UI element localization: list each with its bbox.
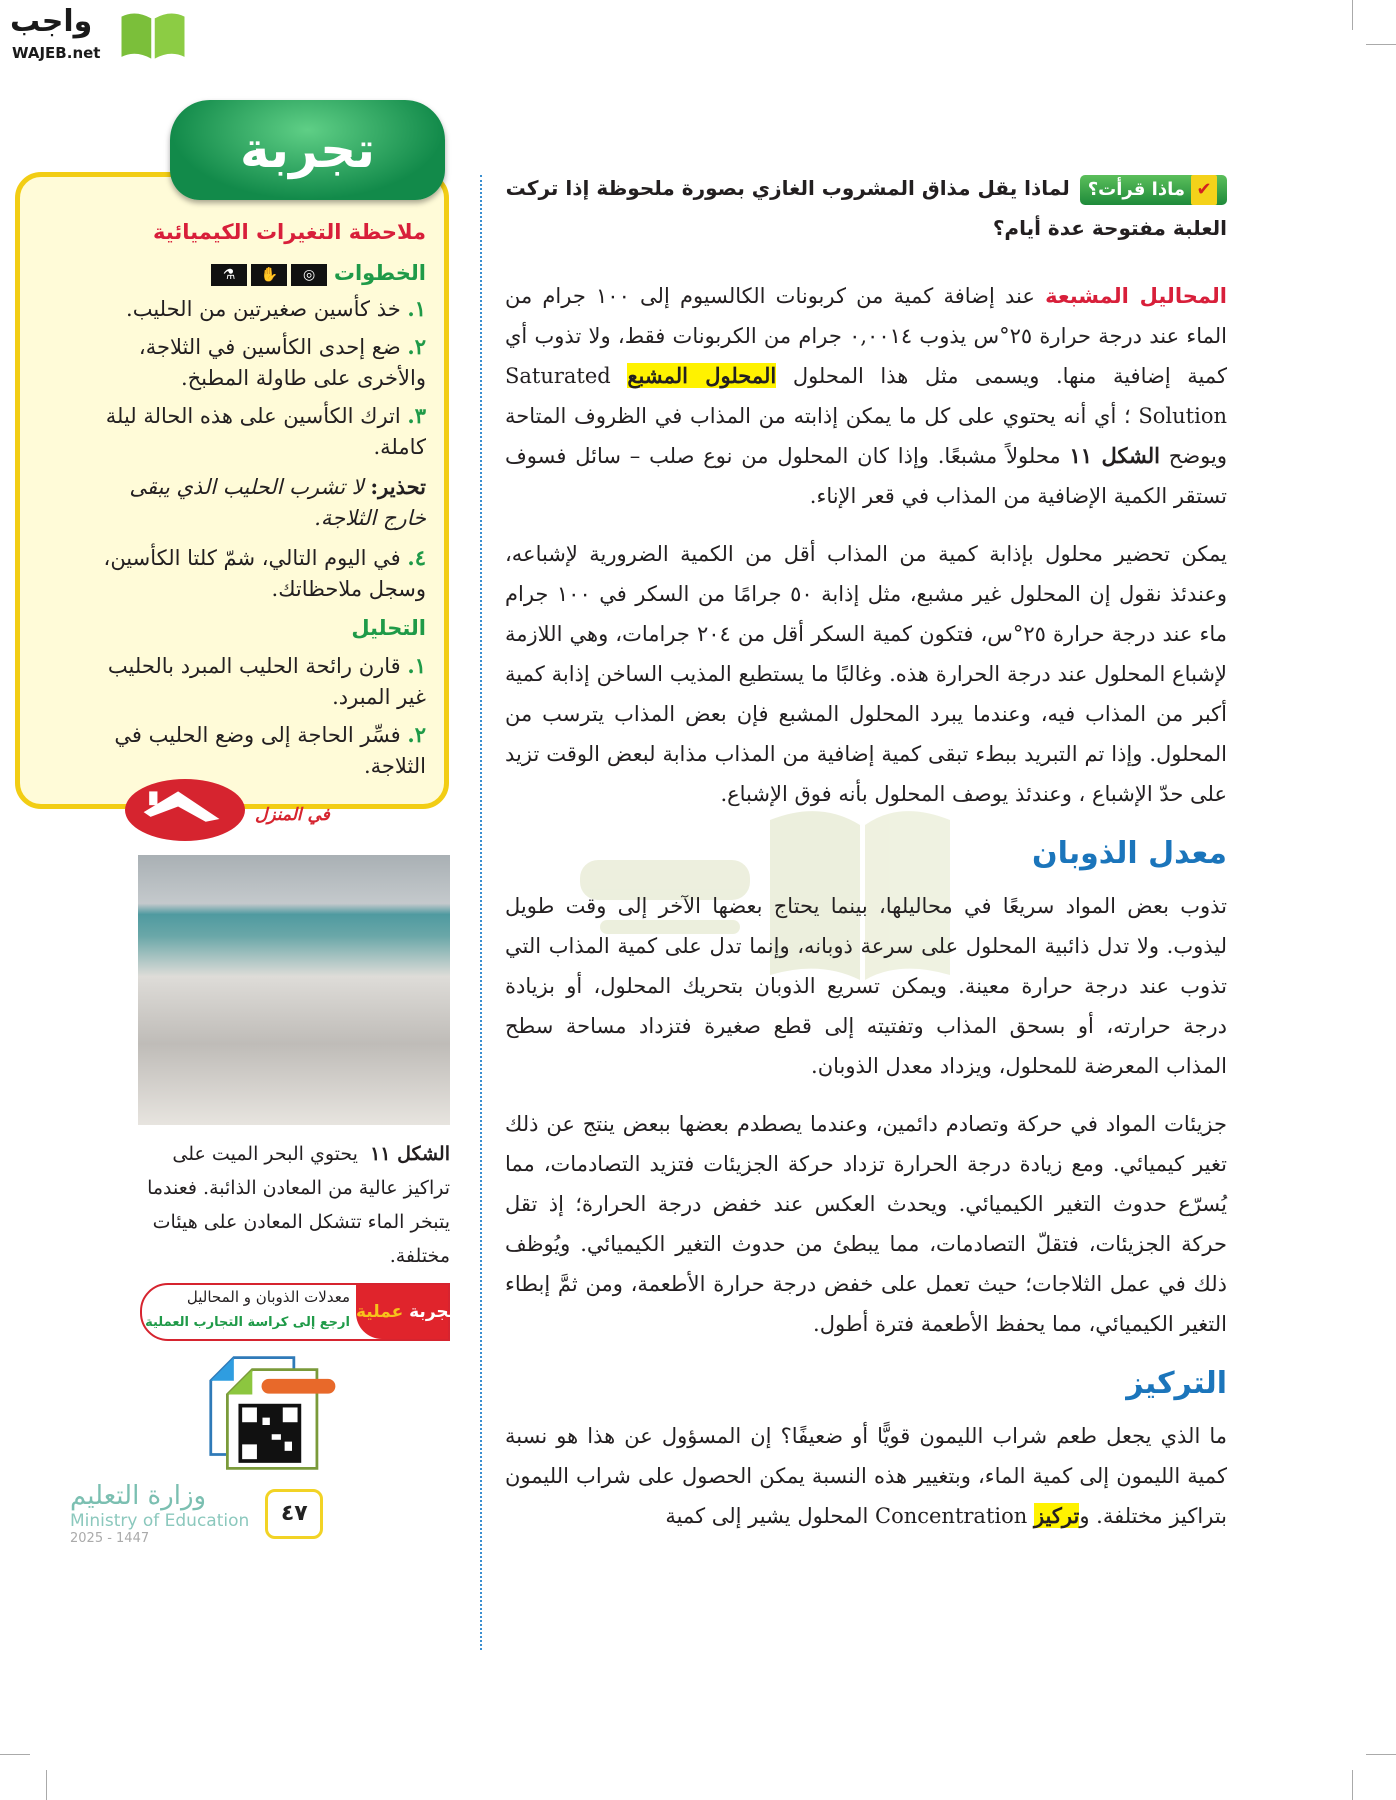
badge-label: ماذا قرأت؟: [1087, 178, 1185, 200]
lab-title: معدلات الذوبان و المحاليل: [186, 1288, 350, 1306]
term-saturated-solutions: المحاليل المشبعة: [1045, 284, 1228, 308]
analysis-number: ٢.: [407, 722, 426, 747]
crop-mark: [0, 1754, 30, 1755]
crop-mark: [1352, 1770, 1353, 1800]
step-text: ضع إحدى الكأسين في الثلاجة، والأخرى على طاولة المطبخ.: [138, 335, 426, 390]
question-text: لماذا يقل مذاق المشروب الغازي بصورة ملحوظة إذا تركت العلبة مفتوحة عدة أيام؟: [505, 176, 1227, 240]
reading-check: [505, 168, 1227, 248]
dead-sea-photo: [138, 855, 450, 1125]
ministry-arabic: وزارة التعليم: [70, 1481, 207, 1511]
mini-lab-title: ملاحظة التغيرات الكيميائية: [153, 220, 426, 244]
steps-label: الخطوات: [333, 261, 426, 285]
mini-lab-box: [15, 172, 449, 809]
main-column: [505, 168, 1227, 1536]
heading-rate-of-dissolving: معدل الذوبان: [1032, 836, 1227, 871]
analysis-text: فسِّر الحاجة إلى وضع الحليب في الثلاجة.: [114, 723, 426, 778]
text: Concentration المحلول يشير إلى كمية: [665, 1504, 1034, 1528]
highlight-term: المحلول المشبع: [627, 363, 777, 388]
step-number: ٤.: [407, 545, 426, 570]
figure-caption-text: يحتوي البحر الميت على تراكيز عالية من المعادن الذائبة. فعندما يتبخر الماء تتشكل المعادن على هيئات مختلفة.: [147, 1143, 450, 1267]
footer-row: [70, 1481, 449, 1546]
at-home-marker: [15, 779, 449, 841]
step-item: [80, 331, 426, 394]
check-icon: ✔: [1191, 175, 1217, 205]
crop-mark: [1352, 0, 1353, 30]
practical-lab-link[interactable]: [140, 1283, 456, 1341]
crop-mark: [1366, 1754, 1396, 1755]
left-column: [15, 100, 456, 1546]
step-item: [80, 293, 426, 325]
column-divider: [480, 175, 482, 1650]
step-number: ١.: [407, 296, 426, 321]
paragraph-unsaturated: يمكن تحضير محلول بإذابة كمية من المذاب أقل من الكمية الضرورية لإشباعه، وعندئذ نقول إن المحلول غير مشبع، مثل إذابة ٥٠ جرامًا من السكر في ١٠٠ جرام ماء عند درجة حرارة ٢٥°س، فتكون كمية السكر أقل من ٢٠٤ جرامات، وهي اللازمة لإشباع المحلول عند درجة الحرارة هذه. وغالبًا ما يستطيع المذيب الساخن إذابة كمية أكبر من المذاب فيه، وعندما يبرد المحلول المشبع فإن بعض المذاب يترسب من المحلول. وإذا تم التبريد ببطء تبقى كمية إضافية من المذاب مذابة لبعض الوقت تزيد على حدّ الإشباع ، وعندئذ يوصف المحلول بأنه فوق الإشباع.: [505, 542, 1228, 806]
practical-lab-tag: [356, 1285, 456, 1339]
crop-mark: [46, 1770, 47, 1800]
lab-subtitle: ارجع إلى كراسة التجارب العملية: [145, 1315, 350, 1330]
ministry-logo: [70, 1481, 249, 1546]
analysis-heading: التحليل: [351, 616, 426, 640]
text: Saturated Solution ؛ أي أنه يحتوي على كل ما يمكن إذابته من المذاب في الظروف المتاحة ويوضح: [505, 364, 1228, 468]
figure-reference: الشكل ١١: [1069, 443, 1160, 468]
step-number: ٣.: [407, 403, 426, 428]
at-home-label: في المنزل: [255, 805, 330, 825]
hand-safety-icon: ✋: [251, 264, 287, 286]
step-text: في اليوم التالي، شمّ كلتا الكأسين، وسجل ملاحظاتك.: [103, 546, 426, 601]
analysis-item: [80, 719, 426, 782]
ministry-english: Ministry of Education: [70, 1511, 250, 1531]
paragraph-concentration: [505, 1416, 1227, 1536]
step-text: خذ كأسين صغيرتين من الحليب.: [126, 297, 401, 321]
text: محلولاً مشبعًا. وإذا كان المحلول من نوع صلب – سائل فسوف تستقر الكمية الإضافية من المذاب في قعر الإناء.: [505, 444, 1227, 508]
highlight-term: تركيز: [1033, 1503, 1080, 1528]
site-logo-text: واجب: [10, 4, 93, 39]
figure-label: الشكل ١١: [370, 1143, 450, 1165]
tag-text: تجربة: [409, 1302, 456, 1322]
reading-check-badge: [1080, 175, 1227, 205]
paragraph-particles: جزيئات المواد في حركة وتصادم دائمين، وعندما يصطدم بعضها ببعض ينتج عن ذلك تغير كيميائي. ومع زيادة درجة الحرارة تزداد حركة الجزيئات فتزيد التصادمات، مما يُسرّع حدوث التغير الكيميائي. ويحدث العكس عند خفض درجة الحرارة؛ إذ تقل حركة الجزيئات، فتقلّ التصادمات، مما يبطئ من حدوث التغير الكيميائي. ويُوظف ذلك في عمل الثلاجات؛ حيث تعمل على خفض درجة حرارة الأطعمة، ومن ثمَّ إبطاء التغير الكيميائي، مما يحفظ الأطعمة فترة أطول.: [505, 1112, 1227, 1336]
text: عند إضافة كمية من كربونات الكالسيوم إلى ١٠٠ جرام من الماء عند درجة حرارة ٢٥°س يذوب ٠,٠٠١٤ جرام من الكربونات فقط، ولا تذوب أي كمية إضافية منها. ويسمى مثل هذا المحلول: [505, 284, 1228, 388]
site-logo-latin: WAJEB.net: [12, 44, 101, 62]
ministry-year: 2025 - 1447: [70, 1531, 150, 1546]
paragraph-rate: تذوب بعض المواد سريعًا في محاليلها، بينما يحتاج بعضها الآخر إلى وقت طويل ليذوب. ولا تدل ذائبية المحلول على سرعة ذوبانه، وإنما تدل على كمية المذاب التي تذوب عند درجة حرارة معينة. ويمكن تسريع الذوبان بتحريك المحلول، أو بزيادة درجة حرارته، أو بسحق المذاب وتفتيته إلى قطع صغيرة فتزداد مساحة سطح المذاب المعرضة للمحلول، ويزداد معدل الذوبان.: [505, 894, 1227, 1078]
warning: [80, 471, 426, 534]
book-logo-icon: [118, 6, 188, 64]
analysis-number: ١.: [407, 653, 426, 678]
paragraph-saturated: [505, 276, 1227, 516]
text: ما الذي يجعل طعم شراب الليمون قويًّا أو ضعيفًا؟ إن المسؤول عن هذا هو نسبة كمية الليمون إلى كمية الماء، وبتغيير هذه النسبة يمكن الحصول على شراب الليمون بتراكيز مختلفة. و: [505, 1424, 1227, 1528]
step-text: اترك الكأسين على هذه الحالة ليلة كاملة.: [105, 404, 426, 459]
analysis-text: قارن رائحة الحليب المبرد بالحليب غير المبرد.: [107, 654, 426, 709]
mini-lab-badge: تجربة: [170, 100, 445, 200]
heading-concentration: التركيز: [1126, 1366, 1227, 1401]
page-number: ٤٧: [265, 1489, 323, 1539]
goggles-safety-icon: ◎: [291, 264, 327, 286]
figure-caption: [138, 1137, 450, 1273]
warning-label: تحذير:: [370, 474, 426, 499]
analysis-item: [80, 650, 426, 713]
qr-code-icon[interactable]: [205, 1353, 355, 1473]
home-icon: [125, 779, 245, 841]
steps-heading: [80, 258, 426, 289]
step-item: [80, 400, 426, 463]
crop-mark: [1366, 44, 1396, 45]
step-number: ٢.: [407, 334, 426, 359]
tag-text-accent: عملية: [356, 1302, 404, 1322]
warning-text: لا تشرب الحليب الذي يبقى خارج الثلاجة.: [129, 475, 426, 530]
apron-safety-icon: ⚗: [211, 264, 247, 286]
step-item: [80, 542, 426, 605]
